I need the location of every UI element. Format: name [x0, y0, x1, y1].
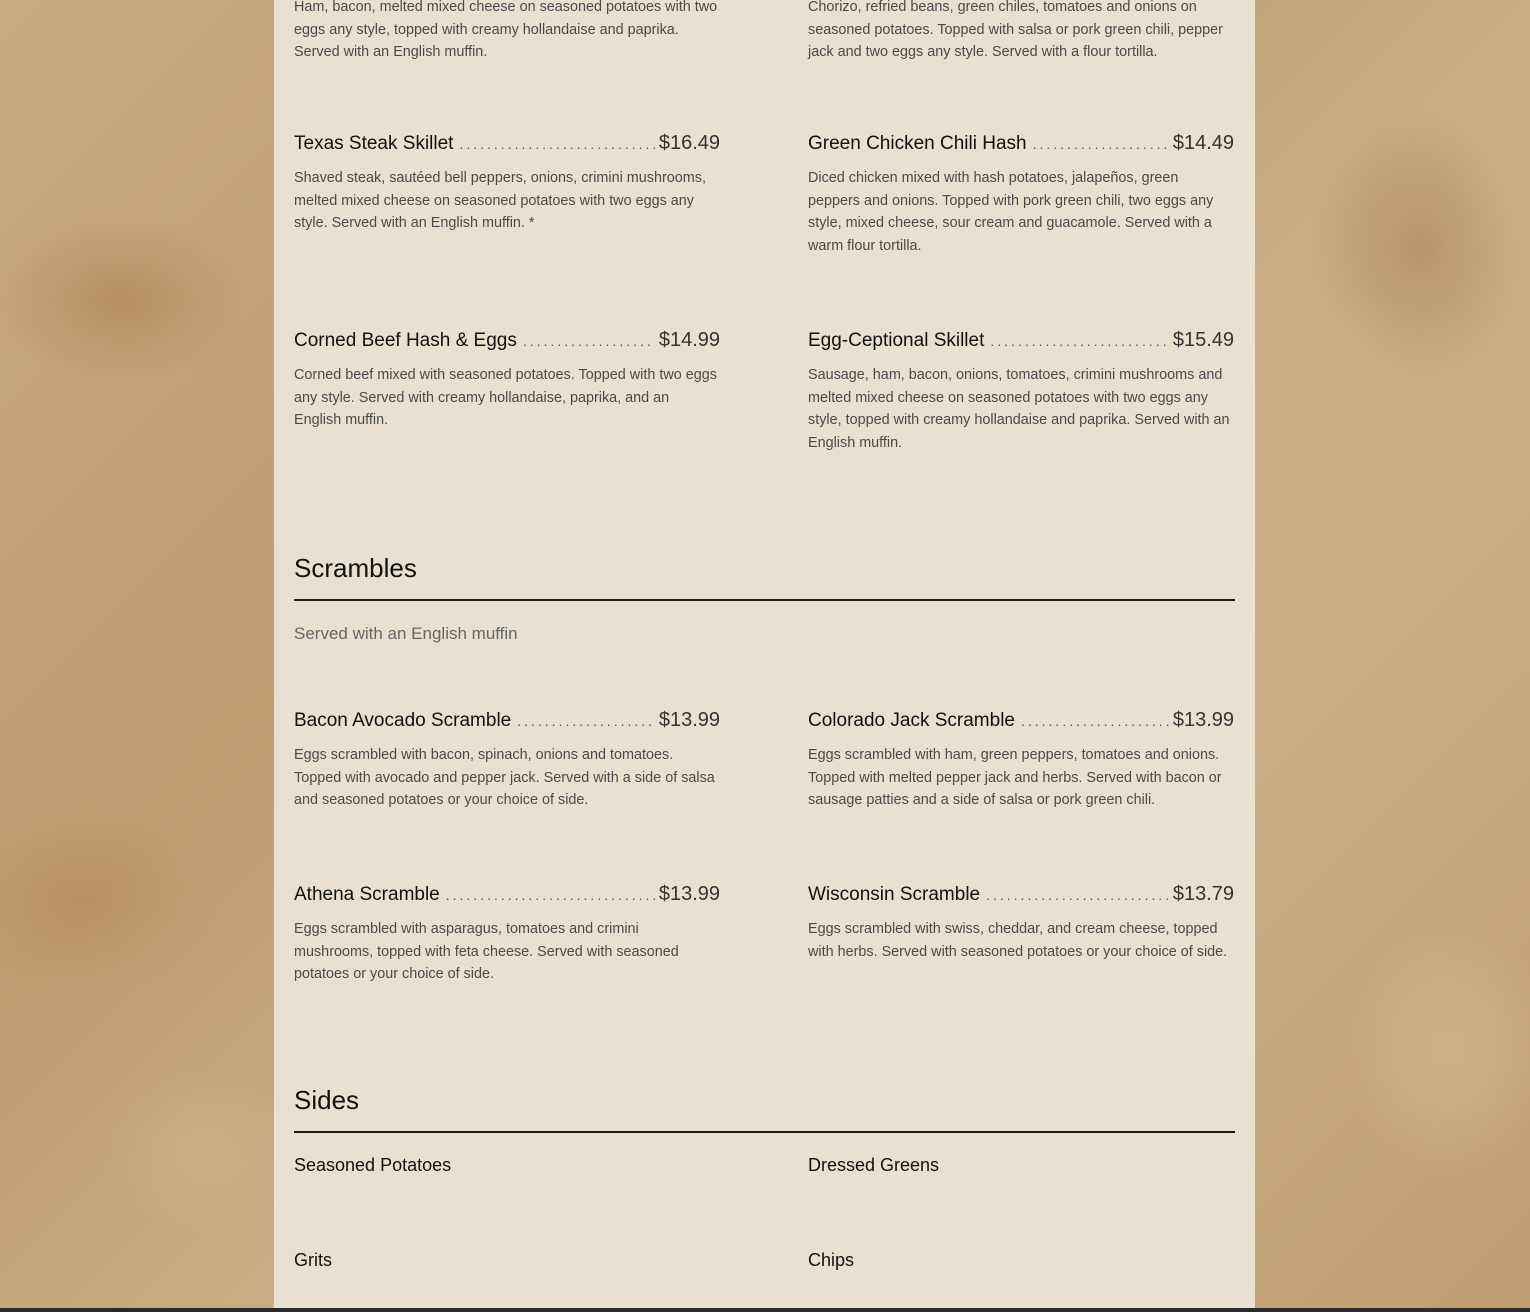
item-description: Ham, bacon, melted mixed cheese on seasoned potatoes with two eggs any style, topped with creamy hollandaise and paprika. Served with an English muffin. — [294, 0, 718, 61]
side-item-grits[interactable]: Grits — [294, 1250, 332, 1270]
menu-item-green-chicken-chili-hash[interactable] — [808, 132, 1234, 257]
item-name: Wisconsin Scramble — [808, 884, 981, 905]
item-name: Corned Beef Hash & Eggs — [294, 330, 517, 351]
menu-item-athena-scramble[interactable] — [294, 883, 720, 986]
side-item-dressed-greens[interactable]: Dressed Greens — [808, 1155, 940, 1175]
dot-leader — [990, 333, 1168, 349]
section-divider — [294, 1131, 1235, 1133]
item-description: Shaved steak, sautéed bell peppers, onions, crimini mushrooms, melted mixed cheese on seasoned potatoes with two eggs any style. Served with an English muffin. * — [294, 170, 706, 232]
dot-leader — [523, 333, 655, 349]
item-name: Green Chicken Chili Hash — [808, 133, 1027, 154]
section-title-scrambles: Scrambles — [294, 553, 417, 583]
item-price: $15.49 — [1172, 329, 1234, 351]
item-description: Eggs scrambled with bacon, spinach, onions and tomatoes. Topped with avocado and pepper jack. Served with a side of salsa and seasoned potatoes or your choice of side. — [294, 747, 715, 809]
item-name: Bacon Avocado Scramble — [294, 710, 512, 731]
item-name: Egg-Ceptional Skillet — [808, 330, 985, 351]
item-price: $14.99 — [658, 329, 720, 351]
item-description: Diced chicken mixed with hash potatoes, jalapeños, green peppers and onions. Topped with pork green chili, two eggs any style, mixed cheese, sour cream and guacamole. Served with a warm flour tortilla. — [808, 170, 1214, 254]
item-price: $13.99 — [658, 709, 720, 731]
item-price: $14.49 — [1172, 132, 1234, 154]
dot-leader — [517, 713, 655, 729]
dot-leader — [446, 887, 655, 903]
side-item-seasoned-potatoes[interactable]: Seasoned Potatoes — [294, 1155, 452, 1175]
dot-leader — [986, 887, 1169, 903]
menu-item-bacon-avocado-scramble[interactable] — [294, 709, 720, 812]
dot-leader — [1021, 713, 1169, 729]
menu-item-egg-ceptional-skillet[interactable] — [808, 329, 1234, 454]
item-description: Eggs scrambled with asparagus, tomatoes and crimini mushrooms, topped with feta cheese. Served with seasoned potatoes or your choice of side. — [294, 921, 679, 983]
item-description: Eggs scrambled with swiss, cheddar, and cream cheese, topped with herbs. Served with seasoned potatoes or your choice of side. — [808, 921, 1228, 960]
item-description: Corned beef mixed with seasoned potatoes. Topped with two eggs any style. Served with creamy hollandaise, paprika, and an English muffin. — [294, 367, 717, 429]
section-title-sides: Sides — [294, 1085, 360, 1115]
item-price: $13.79 — [1172, 883, 1234, 905]
item-description: Eggs scrambled with ham, green peppers, tomatoes and onions. Topped with melted pepper jack and herbs. Served with bacon or sausage patties and a side of salsa or pork green chili. — [808, 747, 1222, 809]
item-name: Texas Steak Skillet — [294, 133, 454, 154]
page-bottom-edge — [0, 1308, 1530, 1312]
menu-item-corned-beef-hash[interactable] — [294, 329, 720, 432]
menu-item-wisconsin-scramble[interactable] — [808, 883, 1234, 963]
item-name: Athena Scramble — [294, 884, 440, 905]
menu-item-texas-steak-skillet[interactable] — [294, 132, 720, 235]
item-description: Sausage, ham, bacon, onions, tomatoes, crimini mushrooms and melted mixed cheese on seasoned potatoes with two eggs any style, topped with creamy hollandaise and paprika. Served with an English muffin. — [808, 367, 1230, 451]
item-price: $13.99 — [1172, 709, 1234, 731]
item-name: Colorado Jack Scramble — [808, 710, 1015, 731]
item-price: $13.99 — [658, 883, 720, 905]
section-subtitle: Served with an English muffin — [294, 624, 518, 643]
section-divider — [294, 599, 1235, 601]
item-description: Chorizo, refried beans, green chiles, tomatoes and onions on seasoned potatoes. Topped with salsa or pork green chili, pepper jack and two eggs any style. Served with a flour tortilla. — [808, 0, 1223, 61]
menu-item-colorado-jack-scramble[interactable] — [808, 709, 1234, 812]
dot-leader — [1033, 136, 1169, 152]
dot-leader — [459, 136, 654, 152]
side-item-chips[interactable]: Chips — [808, 1250, 855, 1270]
item-price: $16.49 — [658, 132, 720, 154]
